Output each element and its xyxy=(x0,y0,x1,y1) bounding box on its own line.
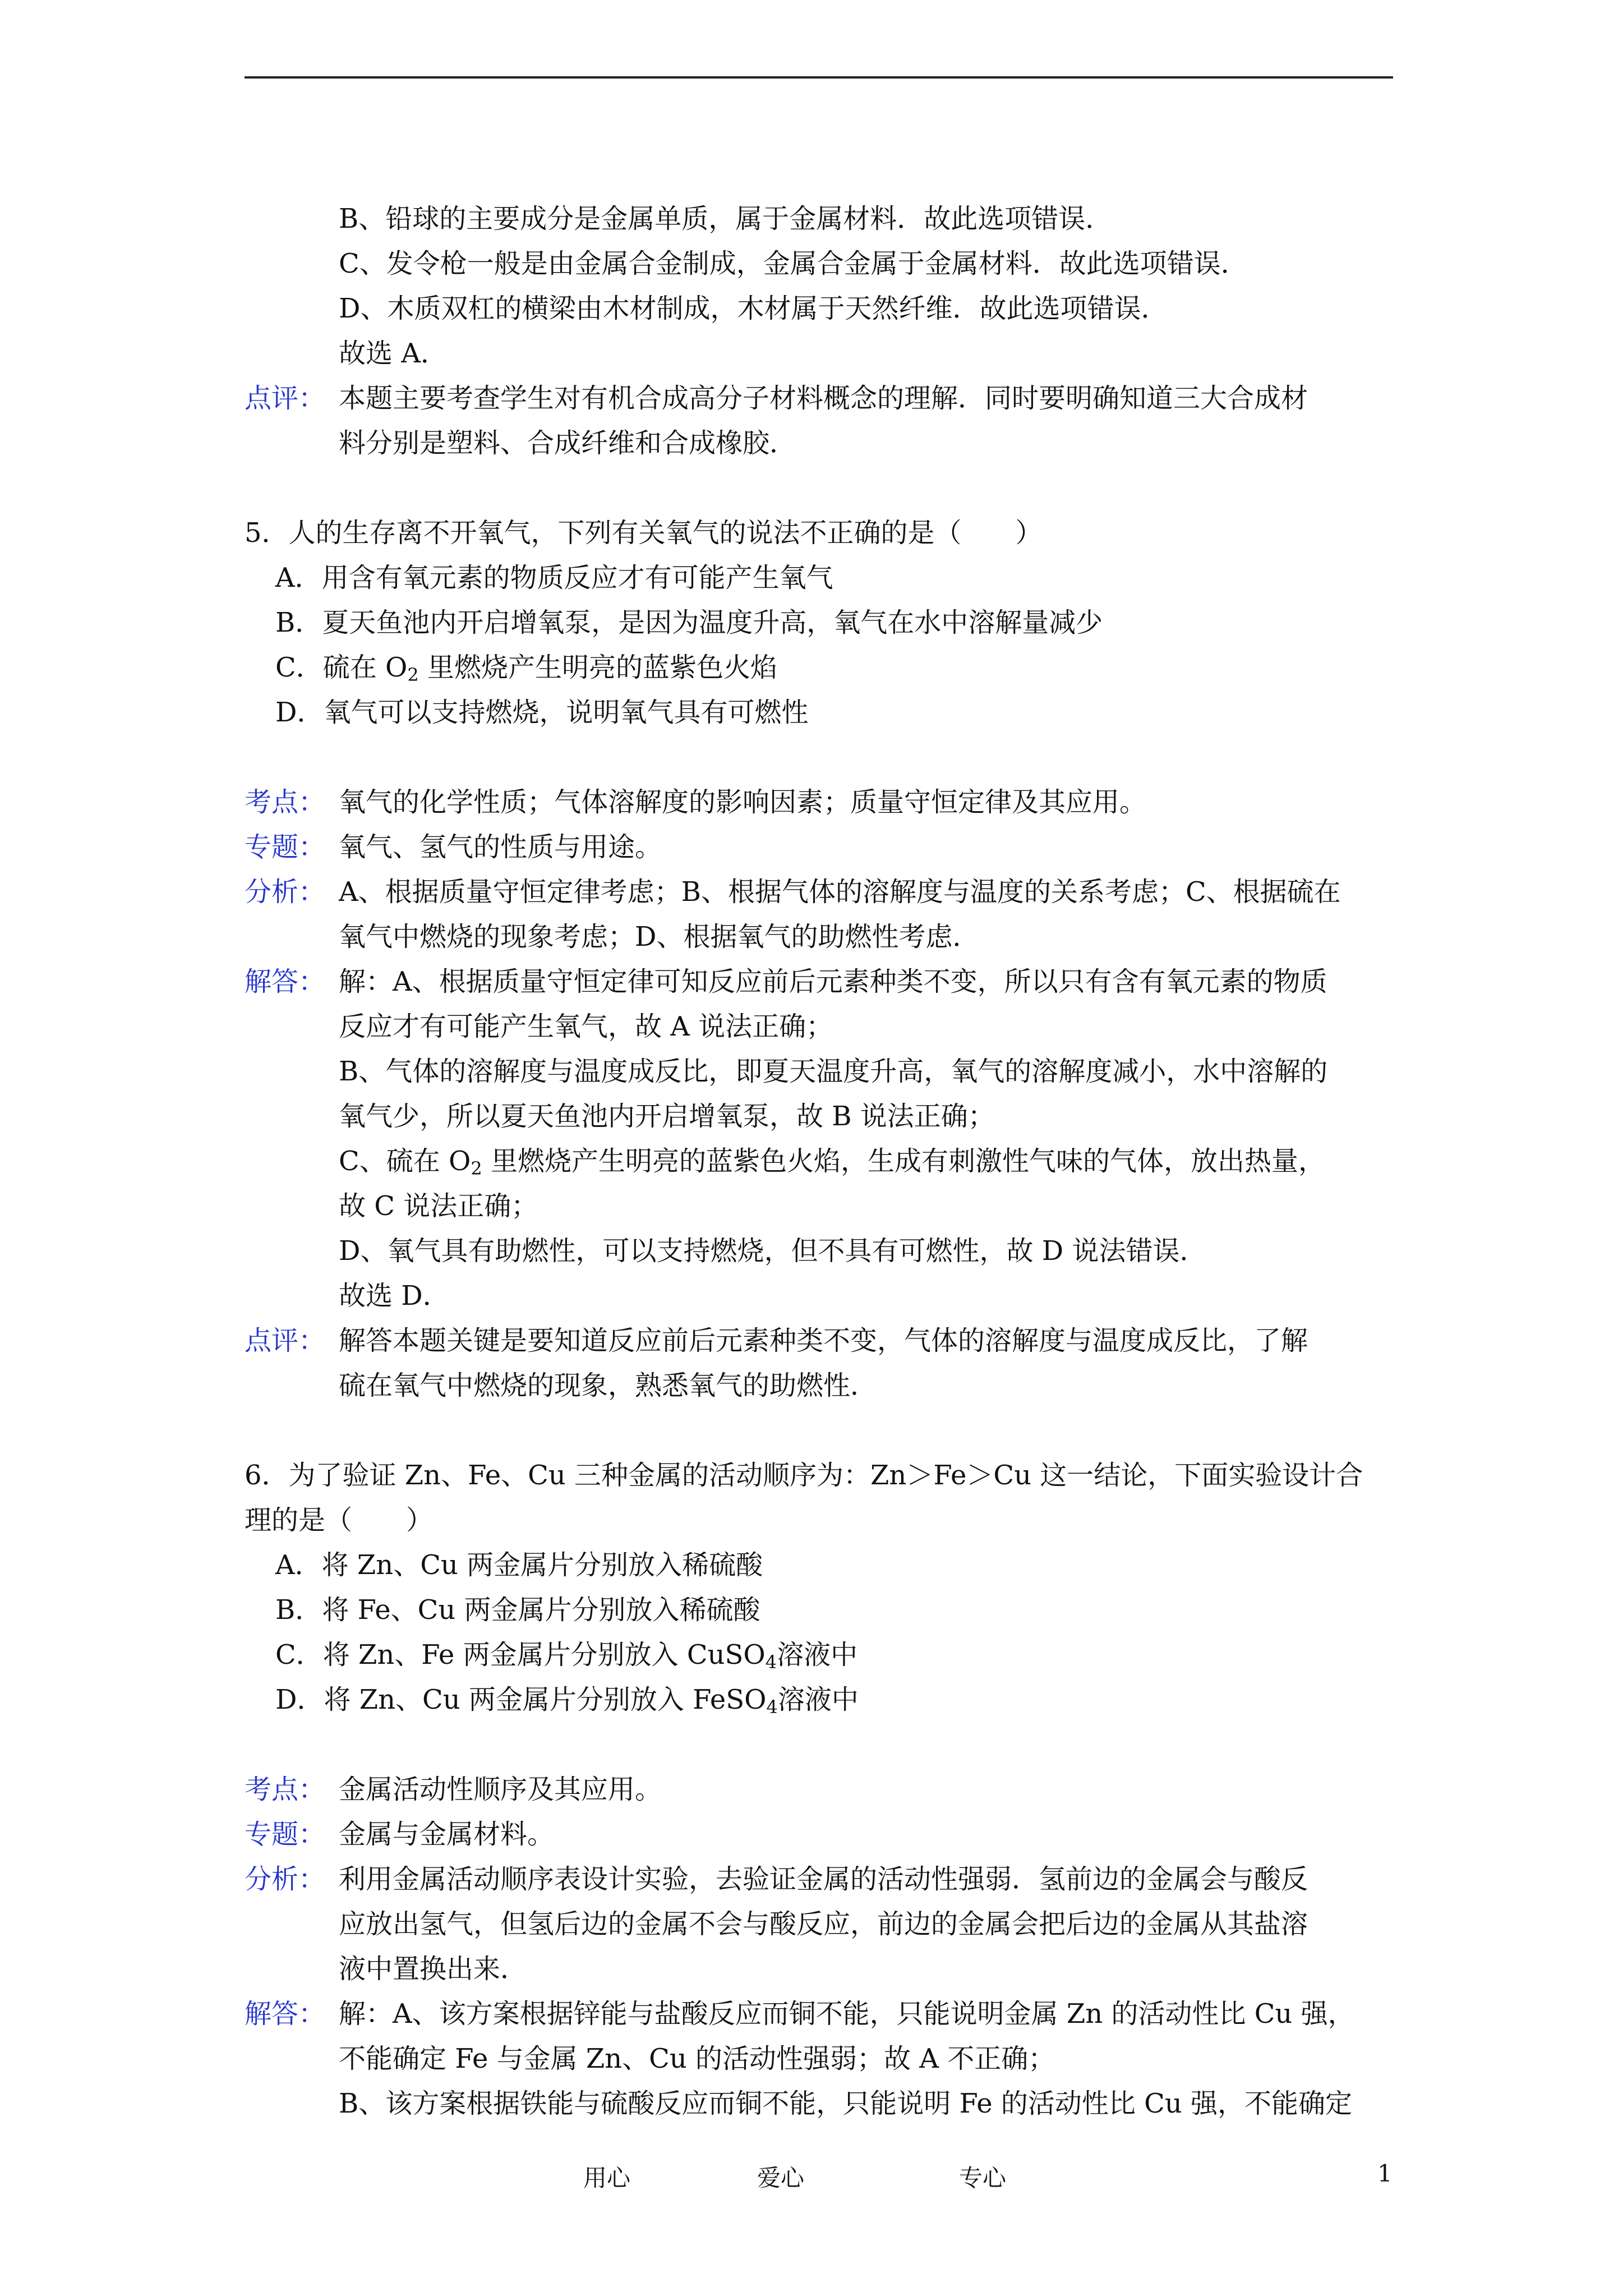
prev-line-c: C、发令枪一般是由金属合金制成，金属合金属于金属材料．故此选项错误． xyxy=(339,248,1248,279)
jieda-line: 解：A、根据质量守恒定律可知反应前后元素种类不变，所以只有含有氧元素的物质 xyxy=(339,966,1327,997)
header-rule xyxy=(245,76,1393,79)
comment-line: 硫在氧气中燃烧的现象，熟悉氧气的助燃性． xyxy=(339,1370,878,1401)
zhuanti-text: 金属与金属材料。 xyxy=(339,1819,555,1850)
comment-line: 本题主要考查学生对有机合成高分子材料概念的理解．同时要明确知道三大合成材 xyxy=(339,383,1308,414)
q5-kaodian xyxy=(245,780,1394,825)
q6-question-cont: 理的是（ ） xyxy=(245,1504,434,1536)
comment-label: 点评： xyxy=(245,1325,326,1356)
fenxi-line: 应放出氢气，但氢后边的金属不会与酸反应，前边的金属会把后边的金属从其盐溶 xyxy=(339,1908,1308,1940)
q6-question: 6．为了验证 Zn、Fe、Cu 三种金属的活动顺序为：Zn＞Fe＞Cu 这一结论，下面实验设计合 xyxy=(245,1460,1363,1491)
zhuanti-text: 氧气、氢气的性质与用途。 xyxy=(339,831,662,863)
comment-label: 点评： xyxy=(245,383,326,414)
fenxi-line: A、根据质量守恒定律考虑；B、根据气体的溶解度与温度的关系考虑；C、根据硫在 xyxy=(339,876,1341,908)
jieda-line: 反应才有可能产生氧气，故 A 说法正确； xyxy=(339,1011,833,1042)
prev-comment xyxy=(245,376,1394,466)
jieda-line: 不能确定 Fe 与金属 Zn、Cu 的活动性强弱；故 A 不正确； xyxy=(339,2043,1055,2074)
kaodian-text: 氧气的化学性质；气体溶解度的影响因素；质量守恒定律及其应用。 xyxy=(339,786,1147,818)
footer-middle: 爱心 xyxy=(757,2164,805,2192)
jieda-label: 解答： xyxy=(245,1998,326,2030)
q5-fenxi xyxy=(245,869,1394,959)
zhuanti-label: 专题： xyxy=(245,1819,326,1850)
kaodian-text: 金属活动性顺序及其应用。 xyxy=(339,1774,662,1805)
fenxi-line: 利用金属活动顺序表设计实验，去验证金属的活动性强弱．氢前边的金属会与酸反 xyxy=(339,1864,1308,1895)
jieda-line: 氧气少，所以夏天鱼池内开启增氧泵，故 B 说法正确； xyxy=(339,1101,995,1132)
q5-option-c: C．硫在 $O_2$ 里燃烧产生明亮的蓝紫色火焰 xyxy=(275,652,777,685)
q5-question: 5．人的生存离不开氧气，下列有关氧气的说法不正确的是（ ） xyxy=(245,517,1043,549)
prev-line-d: D、木质双杠的横梁由木材制成，木材属于天然纤维．故此选项错误． xyxy=(339,293,1168,324)
jieda-line: B、该方案根据铁能与硫酸反应而铜不能，只能说明 Fe 的活动性比 Cu 强，不能确定 xyxy=(339,2088,1353,2119)
fenxi-label: 分析： xyxy=(245,1864,326,1895)
q5-option-a: A．用含有氧元素的物质反应才有可能产生氧气 xyxy=(275,562,833,593)
zhuanti-label: 专题： xyxy=(245,831,326,863)
kaodian-label: 考点： xyxy=(245,1774,326,1805)
fenxi-line: 液中置换出来． xyxy=(339,1953,528,1985)
prev-line-b: B、铅球的主要成分是金属单质，属于金属材料．故此选项错误． xyxy=(339,203,1113,234)
jieda-line: C、硫在 $O_2$ 里燃烧产生明亮的蓝紫色火焰，生成有刺激性气味的气体，放出热量， xyxy=(339,1145,1325,1179)
q6-option-a: A．将 Zn、Cu 两金属片分别放入稀硫酸 xyxy=(275,1549,763,1581)
fenxi-line: 氧气中燃烧的现象考虑；D、根据氧气的助燃性考虑． xyxy=(339,921,980,953)
footer-right: 专心 xyxy=(959,2164,1007,2192)
q6-fenxi xyxy=(245,1857,1394,1991)
page-content xyxy=(245,196,1394,2126)
footer-left: 用心 xyxy=(583,2164,631,2192)
prev-answer: 故选 A． xyxy=(339,338,448,369)
jieda-line: 故 C 说法正确； xyxy=(339,1190,538,1222)
jieda-answer: 故选 D． xyxy=(339,1280,450,1312)
q5-jieda xyxy=(245,959,1394,1318)
jieda-label: 解答： xyxy=(245,966,326,997)
jieda-line: 解：A、该方案根据锌能与盐酸反应而铜不能，只能说明金属 Zn 的活动性比 Cu 强， xyxy=(339,1998,1355,2030)
fenxi-label: 分析： xyxy=(245,876,326,908)
q5-comment xyxy=(245,1318,1394,1408)
q5-zhuanti xyxy=(245,825,1394,869)
q6-zhuanti xyxy=(245,1812,1394,1857)
kaodian-label: 考点： xyxy=(245,786,326,818)
q6-option-c: C．将 Zn、Fe 两金属片分别放入 CuSO$_4$溶液中 xyxy=(275,1639,858,1673)
comment-line: 料分别是塑料、合成纤维和合成橡胶． xyxy=(339,427,797,459)
q6-option-b: B．将 Fe、Cu 两金属片分别放入稀硫酸 xyxy=(275,1594,760,1626)
q6-kaodian xyxy=(245,1767,1394,1812)
q5-option-b: B．夏天鱼池内开启增氧泵，是因为温度升高，氧气在水中溶解量减少 xyxy=(275,607,1103,638)
q6-option-d: D．将 Zn、Cu 两金属片分别放入 FeSO$_4$溶液中 xyxy=(275,1684,859,1718)
comment-line: 解答本题关键是要知道反应前后元素种类不变，气体的溶解度与温度成反比，了解 xyxy=(339,1325,1308,1356)
jieda-line: B、气体的溶解度与温度成反比，即夏天温度升高，氧气的溶解度减小，水中溶解的 xyxy=(339,1056,1328,1087)
q6-jieda xyxy=(245,1991,1394,2126)
q5-option-d: D．氧气可以支持燃烧，说明氧气具有可燃性 xyxy=(275,697,809,728)
page-number: 1 xyxy=(1377,2160,1393,2187)
jieda-line: D、氧气具有助燃性，可以支持燃烧，但不具有可燃性，故 D 说法错误． xyxy=(339,1235,1207,1267)
